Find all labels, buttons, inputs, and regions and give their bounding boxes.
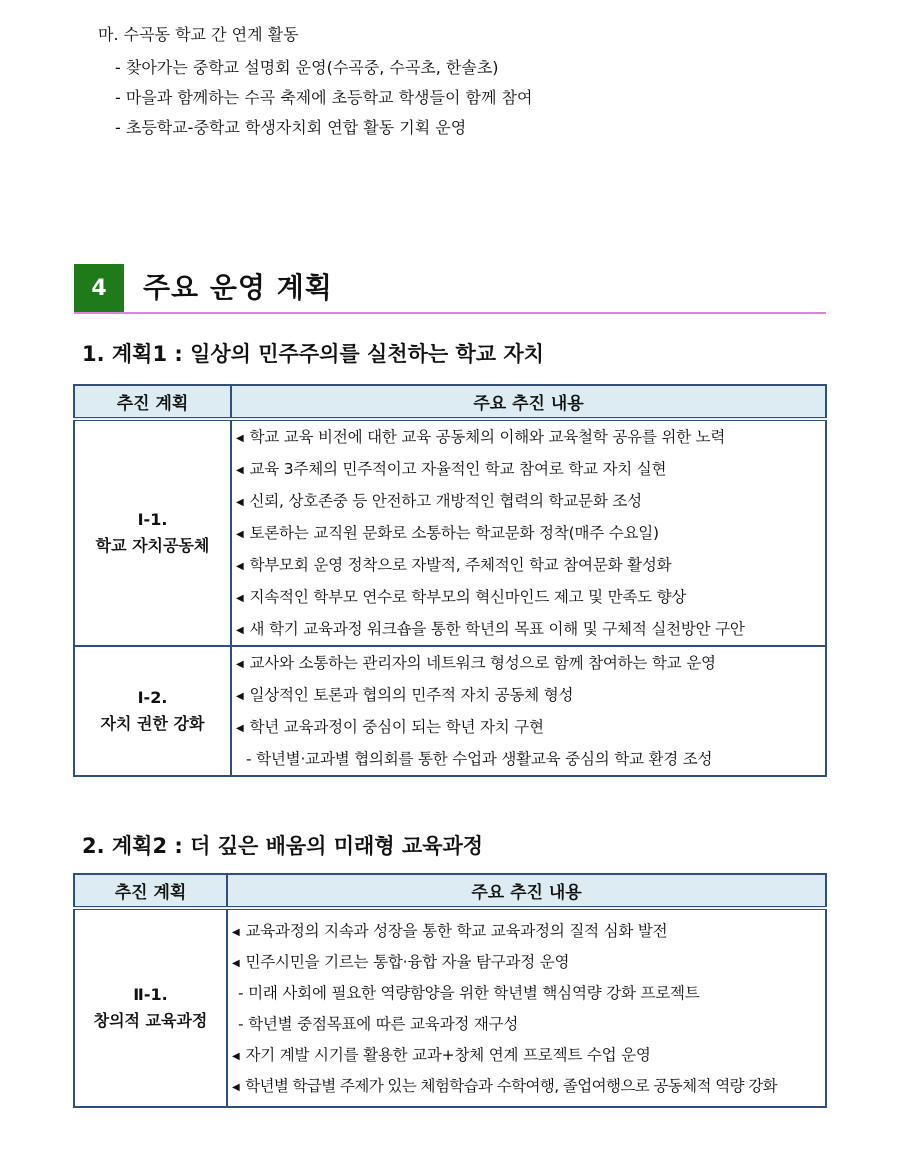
item-text: 신뢰, 상호존중 등 안전하고 개방적인 협력의 학교문화 조성 xyxy=(249,492,642,510)
left-triangle-icon: ◀ xyxy=(232,927,240,938)
item-text: 새 학기 교육과정 워크숍을 통한 학년의 목표 이해 및 구체적 실천방안 구안 xyxy=(249,620,745,638)
item-text: 학부모회 운영 정착으로 자발적, 주체적인 학교 참여문화 활성화 xyxy=(249,556,672,574)
table-row xyxy=(74,419,826,646)
plan1-table xyxy=(73,384,827,777)
col-header-plan: 추진 계획 xyxy=(74,874,227,908)
left-triangle-icon: ◀ xyxy=(236,561,244,572)
list-item xyxy=(232,421,825,453)
left-triangle-icon: ◀ xyxy=(236,433,244,444)
plan-content-cell xyxy=(231,419,826,646)
plan-code: Ⅰ-2. xyxy=(137,688,168,707)
plan-name: 자치 권한 강화 xyxy=(100,714,205,733)
intro-item: - 마을과 함께하는 수곡 축제에 초등학교 학생들이 함께 참여 xyxy=(115,88,533,107)
sub-list-item: - 학년별 중점목표에 따른 교육과정 재구성 xyxy=(238,1015,519,1033)
list-item xyxy=(228,1040,825,1071)
item-text: 지속적인 학부모 연수로 학부모의 혁신마인드 제고 및 만족도 향상 xyxy=(249,588,687,606)
left-triangle-icon: ◀ xyxy=(232,1051,240,1062)
item-text: 민주시민을 기르는 통합·융합 자율 탐구과정 운영 xyxy=(245,953,570,971)
plan-label-cell xyxy=(74,646,231,776)
plan1-title: 1. 계획1 : 일상의 민주주의를 실천하는 학교 자치 xyxy=(82,342,544,366)
left-triangle-icon: ◀ xyxy=(232,1082,240,1093)
list-item xyxy=(228,1071,825,1102)
item-text: 학년별 학급별 주제가 있는 체험학습과 수학여행, 졸업여행으로 공동체적 역량 강화 xyxy=(245,1077,778,1095)
plan-content-cell xyxy=(231,646,826,776)
list-item xyxy=(232,549,825,581)
intro-heading: 마. 수곡동 학교 간 연계 활동 xyxy=(98,25,299,44)
list-item xyxy=(232,485,825,517)
list-item xyxy=(232,517,825,549)
item-text: 토론하는 교직원 문화로 소통하는 학교문화 정착(매주 수요일) xyxy=(249,524,659,542)
plan2-header-row xyxy=(74,874,826,908)
list-item xyxy=(232,711,825,743)
list-item xyxy=(232,647,825,679)
plan-name: 창의적 교육과정 xyxy=(93,1011,208,1030)
list-item xyxy=(232,581,825,613)
left-triangle-icon: ◀ xyxy=(236,659,244,670)
plan-code: Ⅰ-1. xyxy=(137,510,168,529)
plan2-title: 2. 계획2 : 더 깊은 배움의 미래형 교육과정 xyxy=(82,834,484,858)
list-item xyxy=(232,613,825,645)
col-header-plan: 추진 계획 xyxy=(74,385,231,419)
left-triangle-icon: ◀ xyxy=(236,625,244,636)
plan2-table xyxy=(73,873,827,1108)
sub-list-item: - 미래 사회에 필요한 역량함양을 위한 학년별 핵심역량 강화 프로젝트 xyxy=(238,984,700,1002)
left-triangle-icon: ◀ xyxy=(236,691,244,702)
left-triangle-icon: ◀ xyxy=(236,497,244,508)
item-text: 교육과정의 지속과 성장을 통한 학교 교육과정의 질적 심화 발전 xyxy=(245,922,668,940)
item-text: 학교 교육 비전에 대한 교육 공동체의 이해와 교육철학 공유를 위한 노력 xyxy=(249,428,726,446)
left-triangle-icon: ◀ xyxy=(236,465,244,476)
section-title: 주요 운영 계획 xyxy=(143,271,333,304)
list-item xyxy=(232,679,825,711)
plan-name: 학교 자치공동체 xyxy=(95,536,210,555)
left-triangle-icon: ◀ xyxy=(232,958,240,969)
plan-code: Ⅱ-1. xyxy=(133,985,168,1004)
plan-content-cell xyxy=(227,908,826,1107)
intro-item: - 초등학교-중학교 학생자치회 연합 활동 기획 운영 xyxy=(115,118,467,137)
table-row xyxy=(74,646,826,776)
item-text: 자기 계발 시기를 활용한 교과+창체 연계 프로젝트 수업 운영 xyxy=(245,1046,651,1064)
col-header-content: 주요 추진 내용 xyxy=(227,874,826,908)
item-text: 교육 3주체의 민주적이고 자율적인 학교 참여로 학교 자치 실현 xyxy=(249,460,667,478)
left-triangle-icon: ◀ xyxy=(236,723,244,734)
left-triangle-icon: ◀ xyxy=(236,593,244,604)
item-text: 교사와 소통하는 관리자의 네트워크 형성으로 함께 참여하는 학교 운영 xyxy=(249,654,716,672)
table-row xyxy=(74,908,826,1107)
section-divider xyxy=(74,312,826,314)
plan1-header-row xyxy=(74,385,826,419)
list-item xyxy=(232,453,825,485)
intro-item: - 찾아가는 중학교 설명회 운영(수곡중, 수곡초, 한솔초) xyxy=(115,58,499,77)
plan-label-cell xyxy=(74,908,227,1107)
list-item xyxy=(228,916,825,947)
col-header-content: 주요 추진 내용 xyxy=(231,385,826,419)
item-text: 일상적인 토론과 협의의 민주적 자치 공동체 형성 xyxy=(249,686,574,704)
item-text: 학년 교육과정이 중심이 되는 학년 자치 구현 xyxy=(249,718,544,736)
section-number-badge: 4 xyxy=(74,264,124,312)
list-item xyxy=(228,947,825,978)
left-triangle-icon: ◀ xyxy=(236,529,244,540)
sub-list-item: - 학년별·교과별 협의회를 통한 수업과 생활교육 중심의 학교 환경 조성 xyxy=(246,750,713,768)
plan-label-cell xyxy=(74,419,231,646)
